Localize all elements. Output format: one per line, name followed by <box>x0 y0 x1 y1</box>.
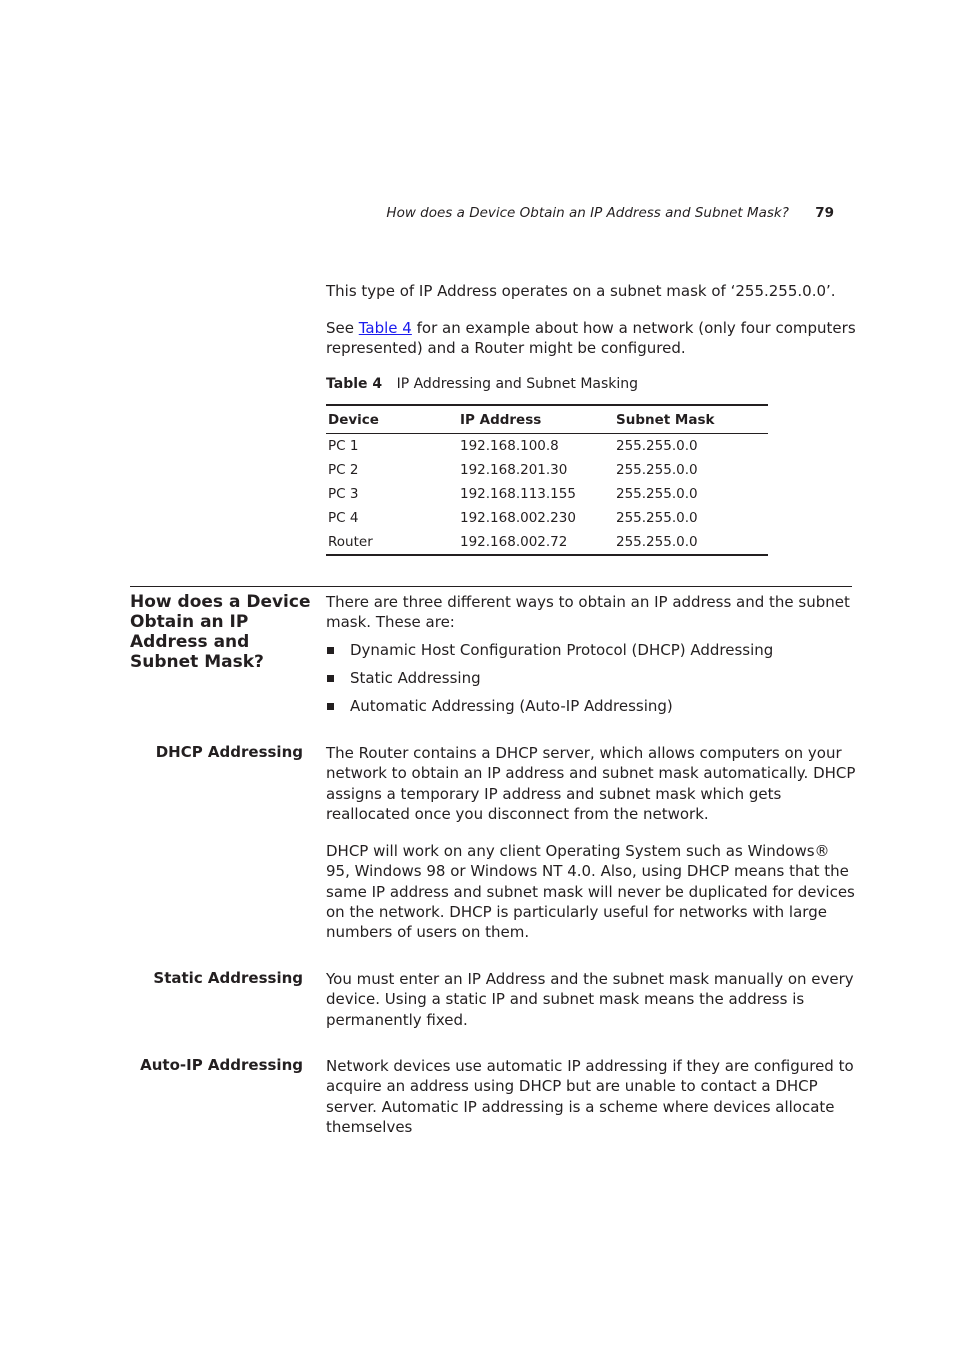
cell-ip-address: 192.168.002.230 <box>460 510 576 526</box>
auto-ip-addressing-heading: Auto-IP Addressing <box>140 1056 303 1074</box>
list-item <box>326 696 773 724</box>
table-row <box>326 506 768 530</box>
cell-subnet-mask: 255.255.0.0 <box>616 510 698 526</box>
cell-device: PC 1 <box>328 438 359 454</box>
cell-device: PC 2 <box>328 462 359 478</box>
square-bullet-icon <box>327 647 334 654</box>
table-caption <box>326 376 638 392</box>
list-item-text: Automatic Addressing (Auto-IP Addressing) <box>350 697 673 715</box>
list-item-text: Static Addressing <box>350 669 481 687</box>
static-paragraph: You must enter an IP Address and the subnet mask manually on every device. Using a static IP and subnet mask means the address is permanently fixed. <box>326 970 854 1029</box>
intro-p2-before: See <box>326 319 359 337</box>
list-item <box>326 668 773 696</box>
auto-ip-paragraph: Network devices use automatic IP addressing if they are configured to acquire an address using DHCP but are unable to contact a DHCP server. Automatic IP addressing is a scheme where devices allocate themselves <box>326 1057 854 1136</box>
column-header-ip-address: IP Address <box>458 405 614 434</box>
square-bullet-icon <box>327 703 334 710</box>
intro-p2-after: for an example about how a network (only four computers represented) and a Router might be configured. <box>326 319 856 358</box>
page-number: 79 <box>815 205 834 221</box>
running-title: How does a Device Obtain an IP Address and Subnet Mask? <box>386 205 789 221</box>
dhcp-paragraph-2: DHCP will work on any client Operating System such as Windows® 95, Windows 98 or Windows NT 4.0. Also, using DHCP means that the same IP address and subnet mask will never be duplicated for devices on the network. DHCP is particularly useful for networks with large numbers of users on them. <box>326 842 855 942</box>
cell-subnet-mask: 255.255.0.0 <box>616 486 698 502</box>
list-item-text: Dynamic Host Configuration Protocol (DHCP) Addressing <box>350 641 774 659</box>
cell-subnet-mask: 255.255.0.0 <box>616 534 698 550</box>
ip-addressing-table <box>326 404 768 556</box>
cell-ip-address: 192.168.100.8 <box>460 438 559 454</box>
list-item <box>326 640 773 668</box>
cell-device: PC 3 <box>328 486 359 502</box>
cell-ip-address: 192.168.113.155 <box>460 486 576 502</box>
dhcp-addressing-heading: DHCP Addressing <box>155 743 303 761</box>
cell-ip-address: 192.168.201.30 <box>460 462 568 478</box>
table-caption-label: Table 4 <box>326 376 383 392</box>
static-addressing-heading: Static Addressing <box>153 969 303 987</box>
intro-paragraph-1: This type of IP Address operates on a subnet mask of ‘255.255.0.0’. <box>326 282 836 300</box>
square-bullet-icon <box>327 675 334 682</box>
cell-subnet-mask: 255.255.0.0 <box>616 438 698 454</box>
section-divider <box>130 586 852 587</box>
intro-paragraph-2 <box>326 318 856 359</box>
dhcp-paragraph-1: The Router contains a DHCP server, which allows computers on your network to obtain an IP address and subnet mask automatically. DHCP assigns a temporary IP address and subnet mask which gets reallocated once you disconnect from the network. <box>326 744 856 823</box>
column-header-subnet-mask: Subnet Mask <box>614 405 768 434</box>
cell-device: PC 4 <box>328 510 359 526</box>
running-header <box>386 205 834 221</box>
cell-ip-address: 192.168.002.72 <box>460 534 568 550</box>
table-row <box>326 530 768 555</box>
table-header-row <box>326 405 768 434</box>
table-4-link[interactable]: Table 4 <box>358 319 412 337</box>
section-intro-paragraph: There are three different ways to obtain an IP address and the subnet mask. These are: <box>326 593 850 632</box>
section-heading: How does a Device Obtain an IP Address and Subnet Mask? <box>130 592 311 672</box>
cell-subnet-mask: 255.255.0.0 <box>616 462 698 478</box>
table-row <box>326 434 768 459</box>
table-row <box>326 482 768 506</box>
column-header-device: Device <box>326 405 458 434</box>
addressing-methods-list <box>326 640 773 724</box>
cell-device: Router <box>328 534 373 550</box>
table-row <box>326 458 768 482</box>
table-caption-text: IP Addressing and Subnet Masking <box>396 376 639 392</box>
